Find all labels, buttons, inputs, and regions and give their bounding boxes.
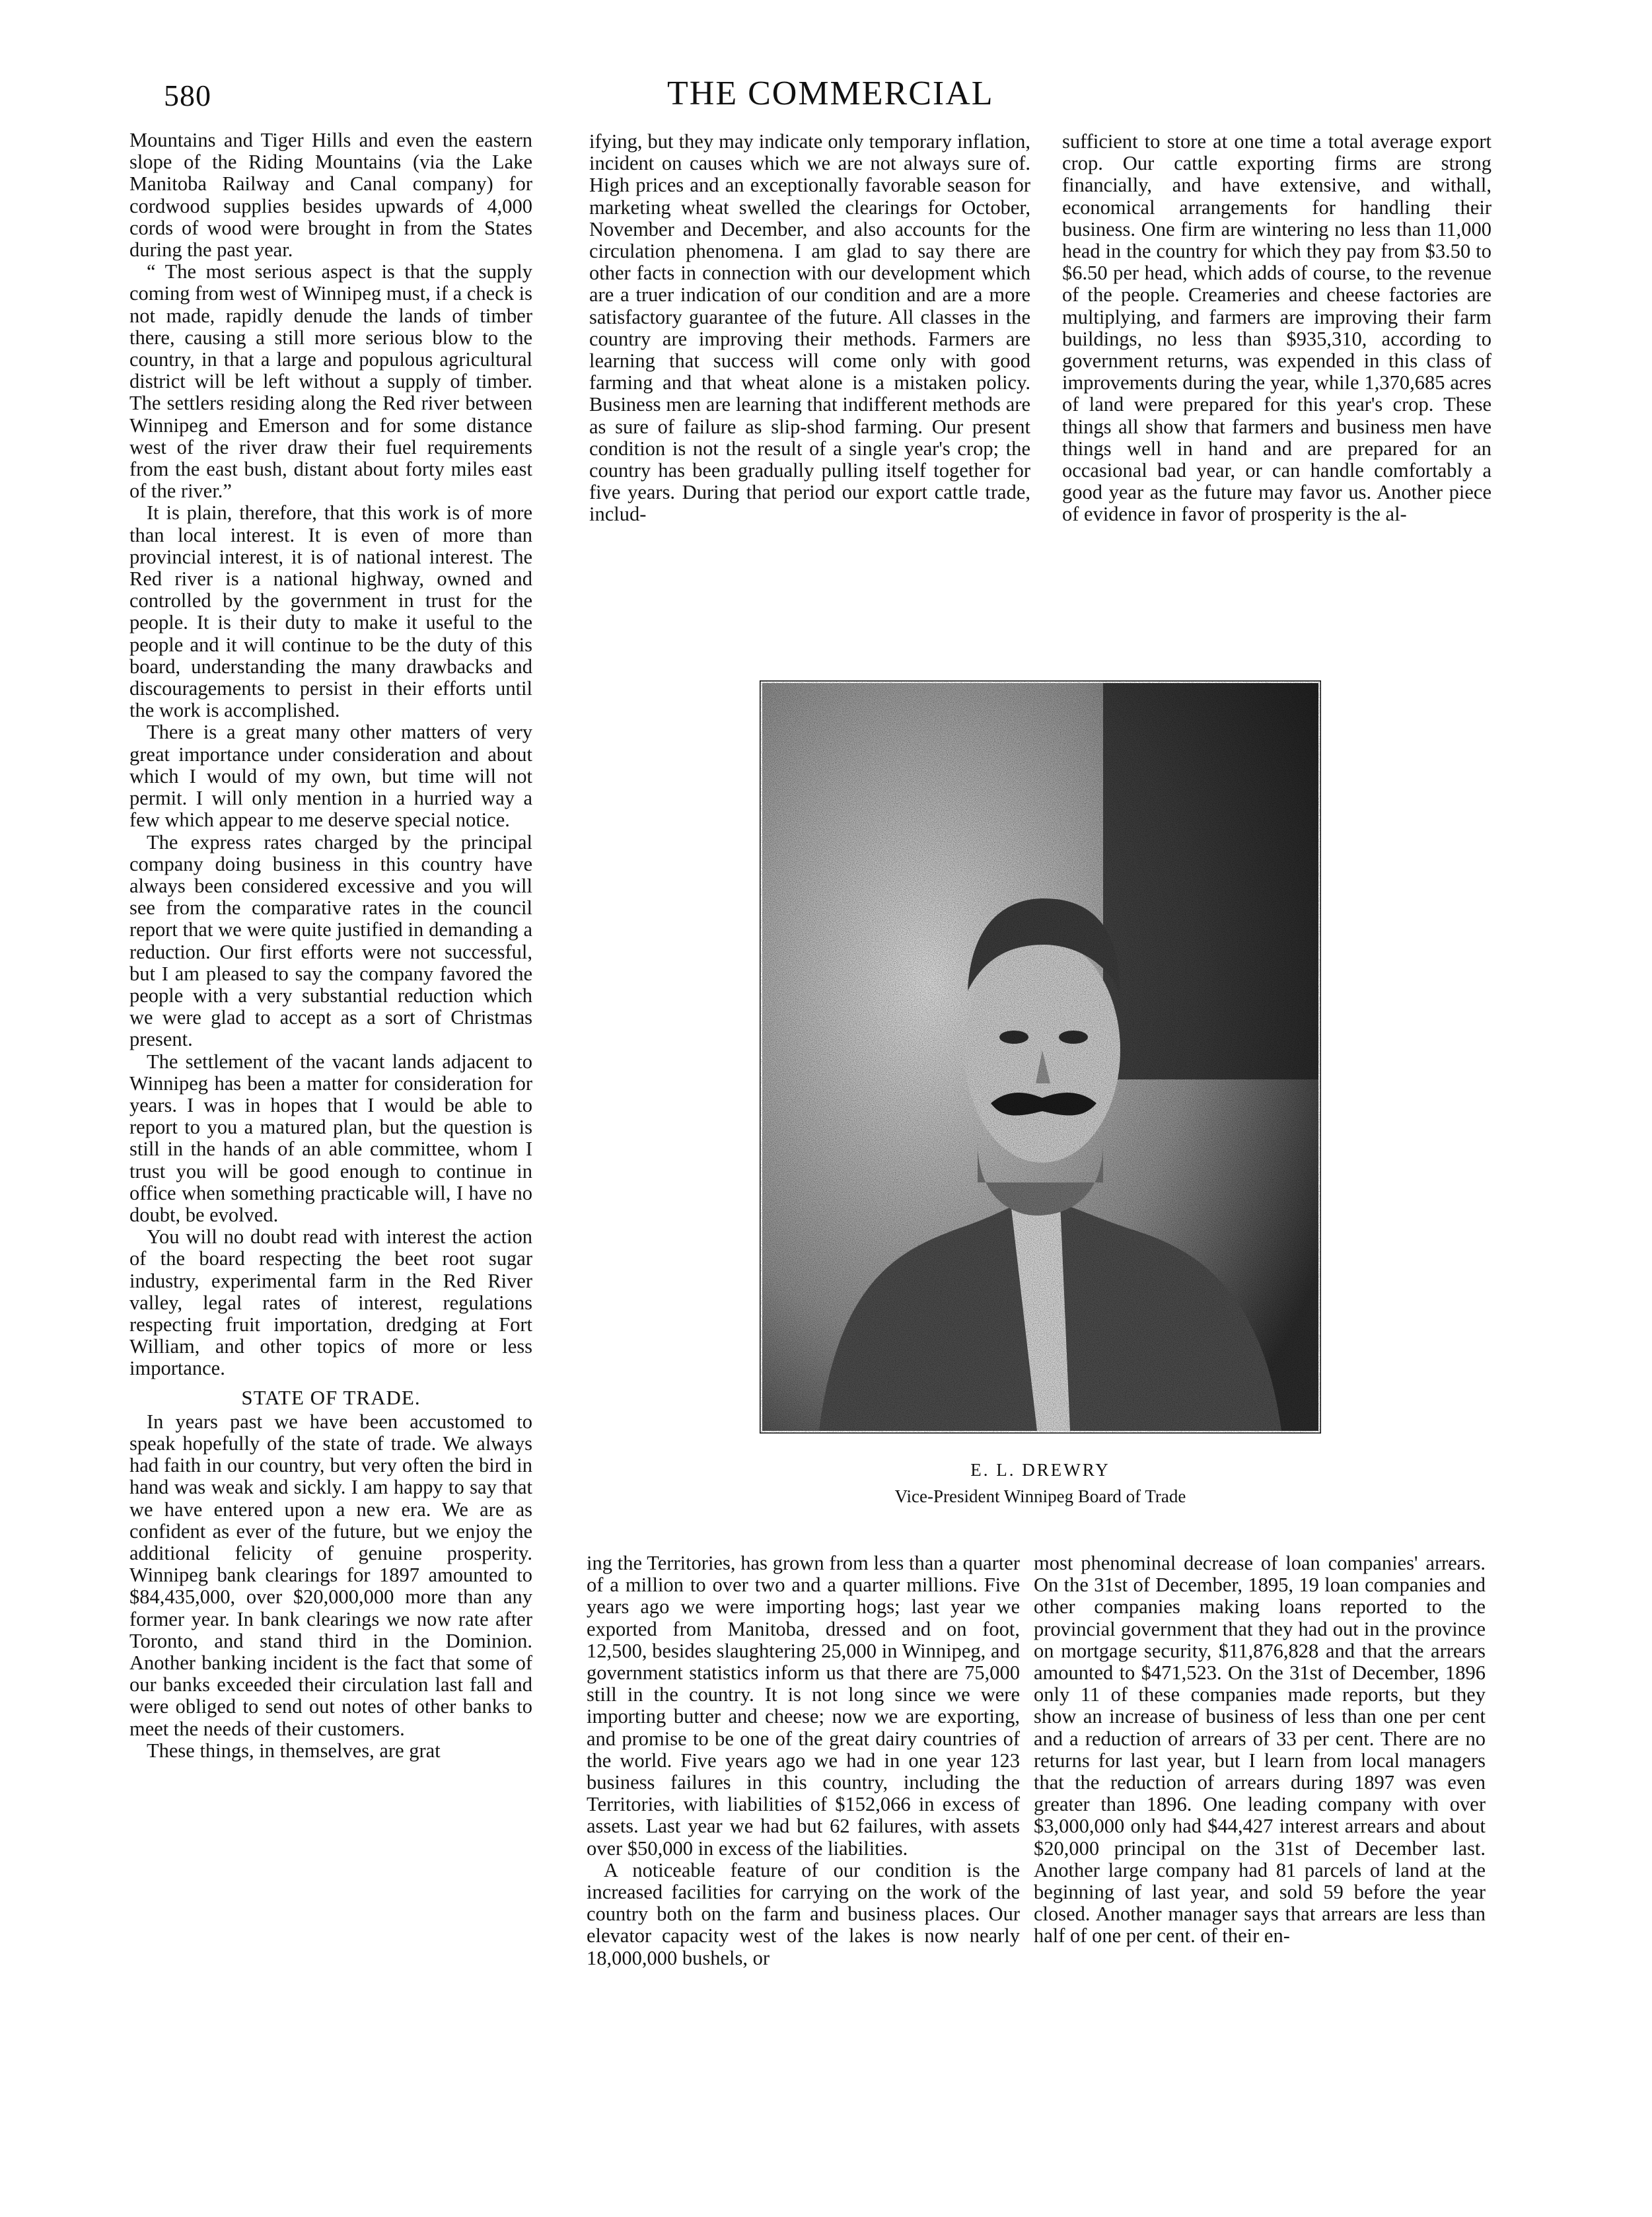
- journal-title: THE COMMERCIAL: [667, 75, 994, 112]
- paragraph: There is a great many other matters of very great importance under consideration and about which I would of my own, but time will not permit. I will only mention in a hurried way a few which appear to me deserve special notice.: [129, 721, 532, 832]
- portrait-photo: [760, 680, 1321, 1434]
- photo-caption-title: Vice-President Winnipeg Board of Trade: [894, 1486, 1186, 1506]
- paragraph: The settlement of the vacant lands adjacent to Winnipeg has been a matter for consideration for years. I was in hopes that I would be able to report to you a matured plan, but the question is still in the hands of an able committee, whom I trust you will be good enough to continue in office when something practicable will, I have no doubt, be evolved.: [129, 1050, 532, 1226]
- paragraph: sufficient to store at one time a total average export crop. Our cattle exporting firms are strong financially, and have extensive, and withall, economical arrangements for handling their business. One firm are wintering no less than 11,000 head in the country for which they pay from $3.50 to $6.50 per head, which adds of course, to the revenue of the people. Creameries and cheese factories are multiplying, and farmers are improving their farm buildings, no less than $935,310, according to government returns, was expended in this class of improvements during the year, while 1,370,685 acres of land were prepared for this year's crop. These things all show that farmers and business men have things well in hand and are prepared for an occasional bad year, or can handle comfortably a good year as the future may favor us. Another piece of evidence in favor of prosperity is the al-: [1062, 130, 1491, 526]
- column-4: [587, 1552, 1020, 1969]
- page-number: 580: [164, 79, 211, 112]
- paragraph: It is plain, therefore, that this work is of more than local interest. It is even of more than provincial interest, it is of national interest. The Red river is a national highway, owned and controlled by the government in trust for the people. It is their duty to make it useful to the people and it will continue to be the duty of this board, understanding the many drawbacks and discouragements to persist in their efforts until the work is accomplished.: [129, 501, 532, 722]
- column-5: [1034, 1552, 1486, 1947]
- column-1: [129, 129, 532, 1762]
- column-3: [1062, 131, 1491, 526]
- paragraph: The express rates charged by the principal company doing business in this country have always been considered excessive and you will see from the comparative rates in the council report that we were quite justified in demanding a reduction. Our first efforts were not successful, but I am pleased to say the company favored the people with a very substantial reduction which we were glad to accept as a sort of Christmas present.: [129, 830, 532, 1051]
- paragraph: A noticeable feature of our condition is the increased facilities for carrying on the work of the country both on the farm and business places. Our elevator capacity west of the lakes is now nearly 18,000,000 bushels, or: [587, 1858, 1020, 1969]
- photo-caption-name: E. L. DREWRY: [970, 1460, 1110, 1480]
- paragraph: ing the Territories, has grown from less than a quarter of a million to over two and a quarter millions. Five years ago we were importing hogs; last year we exported from Manitoba, dressed and on foot, 12,500, besides slaughtering 25,000 in Winnipeg, and government statistics inform us that there are 75,000 still in the country. It is not long since we were importing butter and cheese; now we are exporting, and promise to be one of the great dairy countries of the world. Five years ago we had in one year 123 business failures in this country, including the Territories, with liabilities of $152,066 in excess of assets. Last year we had but 62 failures, with assets over $50,000 in excess of the liabilities.: [587, 1552, 1020, 1860]
- paragraph: You will no doubt read with interest the action of the board respecting the beet root sugar industry, experimental farm in the Red River valley, legal rates of interest, regulations respecting fruit importation, dredging at Fort William, and other topics of more or less importance.: [129, 1225, 532, 1380]
- section-heading: STATE OF TRADE.: [241, 1385, 421, 1409]
- paragraph: These things, in themselves, are grat: [147, 1739, 441, 1762]
- paragraph: “ The most serious aspect is that the supply coming from west of Winnipeg must, if a check is not made, rapidly denude the lands of timber there, causing a still more serious blow to the country, in that a large and populous agricultural district will be left without a supply of timber. The settlers residing along the Red river between Winnipeg and Emerson and for some distance west of the river draw their fuel requirements from the east bush, distant about forty miles east of the river.”: [129, 260, 532, 503]
- paragraph: Mountains and Tiger Hills and even the eastern slope of the Riding Mountains (via the Lake Manitoba Railway and Canal company) for cordwood supplies besides upwards of 4,000 cords of wood were brought in from the States during the past year.: [129, 129, 532, 262]
- paragraph: ifying, but they may indicate only temporary inflation, incident on causes which we are not always sure of. High prices and an exceptionally favorable season for marketing wheat swelled the clearings for October, November and December, and also accounts for the circulation phenomena. I am glad to say there are other facts in connection with our development which are a truer indication of our condition and are a more satisfactory guarantee of the future. All classes in the country are improving their methods. Farmers are learning that success will come only with good farming and that wheat alone is a mistaken policy. Business men are learning that indifferent methods are as sure of failure as slip-shod farming. Our present condition is not the result of a single year's crop; the country has been gradually pulling itself together for five years. During that period our export cattle trade, includ-: [589, 130, 1030, 526]
- paragraph: most phenominal decrease of loan companies' arrears. On the 31st of December, 1895, 19 loan companies and other companies making loans reported to the provincial government that they had out in the province on mortgage security, $11,876,828 and that the arrears amounted to $471,523. On the 31st of December, 1896 only 11 of these companies made reports, but they show an increase of business of less than one per cent and a reduction of arrears of 33 per cent. There are no returns for last year, but I learn from local managers that the reduction of arrears during 1897 was even greater than 1896. One leading company with over $3,000,000 only had $44,427 interest arrears and about $20,000 principal on the 31st of December last. Another large company had 81 parcels of land at the beginning of last year, and sold 59 before the year closed. Another manager says that arrears are less than half of one per cent. of their en-: [1034, 1552, 1486, 1947]
- column-2: [589, 131, 1030, 526]
- paragraph: In years past we have been accustomed to speak hopefully of the state of trade. We always had faith in our country, but very often the bird in hand was weak and sickly. I am happy to say that we have entered upon a new era. We are as confident as ever of the future, but we enjoy the additional felicity of genuine prosperity. Winnipeg bank clearings for 1897 amounted to $84,435,000, over $20,000,000 more than any former year. In bank clearings we now rate after Toronto, and stand third in the Dominion. Another banking incident is the fact that some of our banks exceeded their circulation last fall and were obliged to send out notes of other banks to meet the needs of their customers.: [129, 1410, 532, 1740]
- page-header: [0, 0, 1652, 126]
